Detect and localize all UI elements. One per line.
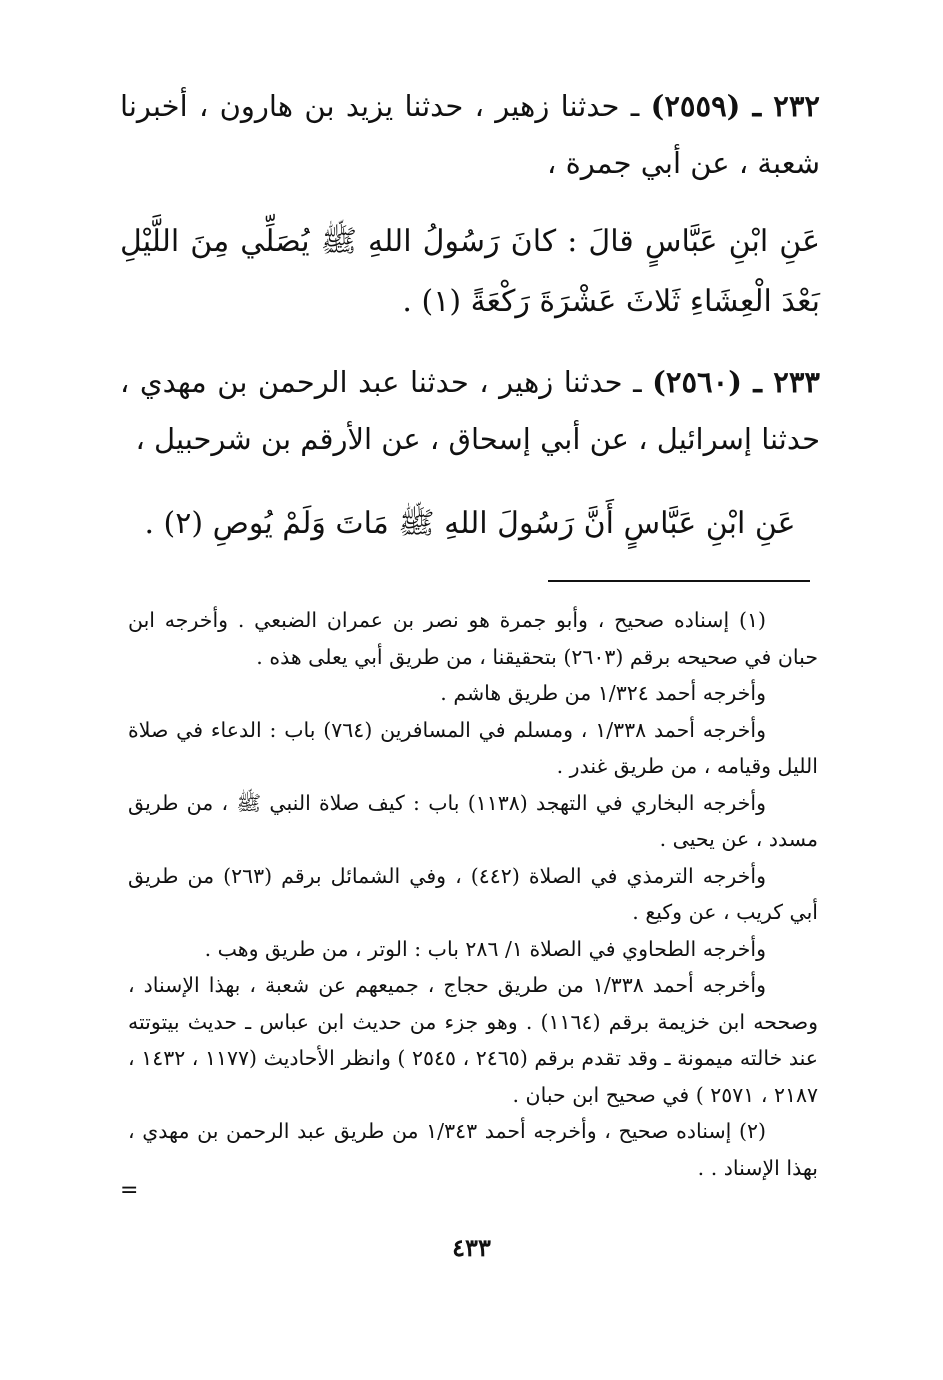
hadith-isnad — [120, 354, 820, 468]
footnote: وأخرجه البخاري في التهجد (١١٣٨) باب : كيف صلاة النبي ﷺ ، من طريق مسدد ، عن يحيى . — [128, 790, 818, 851]
main-text — [120, 78, 820, 554]
footnote: وأخرجه الطحاوي في الصلاة ١/ ٢٨٦ باب : الوتر ، من طريق وهب . — [204, 936, 766, 961]
footnote: وأخرجه الترمذي في الصلاة (٤٤٢) ، وفي الشمائل برقم (٢٦٣) من طريق أبي كريب ، عن وكيع . — [128, 863, 818, 924]
footnotes — [128, 602, 818, 1186]
hadith-matn: عَنِ ابْنِ عَبَّاسٍ قالَ : كانَ رَسُولُ اللهِ ﷺ يُصَلِّي مِنَ اللَّيْلِ بَعْدَ الْعِشَاءِ ثَلاثَ عَشْرَةَ رَكْعَةً (١) . — [120, 224, 820, 319]
spacer — [120, 332, 820, 354]
hadith-number: ٢٣٢ ـ (٢٥٥٩) — [650, 89, 821, 123]
hadith-isnad — [120, 78, 820, 192]
hadith-matn: عَنِ ابْنِ عَبَّاسٍ أَنَّ رَسُولَ اللهِ ﷺ مَاتَ وَلَمْ يُوصِ (٢) . — [144, 506, 796, 541]
footnote: (٢) إسناده صحيح ، وأخرجه أحمد ١/٣٤٣ من طريق عبد الرحمن بن مهدي ، بهذا الإسناد . . — [128, 1119, 818, 1180]
footnote: وأخرجه أحمد ١/٣٣٨ ، ومسلم في المسافرين (٧٦٤) باب : الدعاء في صلاة الليل وقيامه ، من طريق غندر . — [128, 717, 818, 778]
isnad-text: ـ حدثنا زهير ، حدثنا يزيد بن هارون ، أخبرنا شعبة ، عن أبي جمرة ، — [120, 89, 820, 180]
isnad-text: ـ حدثنا زهير ، حدثنا عبد الرحمن بن مهدي ، حدثنا إسرائيل ، عن أبي إسحاق ، عن الأرقم بن شرحبيل ، — [120, 365, 820, 456]
footnote: وأخرجه أحمد ١/٣٢٤ من طريق هاشم . — [440, 681, 766, 705]
hadith-number: ٢٣٣ ـ (٢٥٦٠) — [652, 365, 820, 399]
continuation-mark: = — [120, 1178, 139, 1203]
page-number: ٤٣٣ — [452, 1233, 491, 1262]
footnote: وأخرجه أحمد ١/٣٣٨ من طريق حجاج ، جميعهم عن شعبة ، بهذا الإسناد ، وصححه ابن خزيمة برقم (١١٦٤) . وهو جزء من حديث ابن عباس ـ حديث بيتوتته عند خالته ميمونة ـ وقد تقدم برقم (٢٤٦٥ ، ٢٥٤٥ ) وانظر الأحاديث (١١٧٧ ، ١٤٣٢ ، ٢١٨٧ ، ٢٥٧١ ) في صحيح ابن حبان . — [128, 973, 819, 1107]
footnote-divider — [548, 580, 810, 582]
footnote: (١) إسناده صحيح ، وأبو جمرة هو نصر بن عمران الضبعي . وأخرجه ابن حبان في صحيحه برقم (٢٦٠٣) بتحقيقنا ، من طريق أبي يعلى هذه . — [128, 608, 818, 669]
